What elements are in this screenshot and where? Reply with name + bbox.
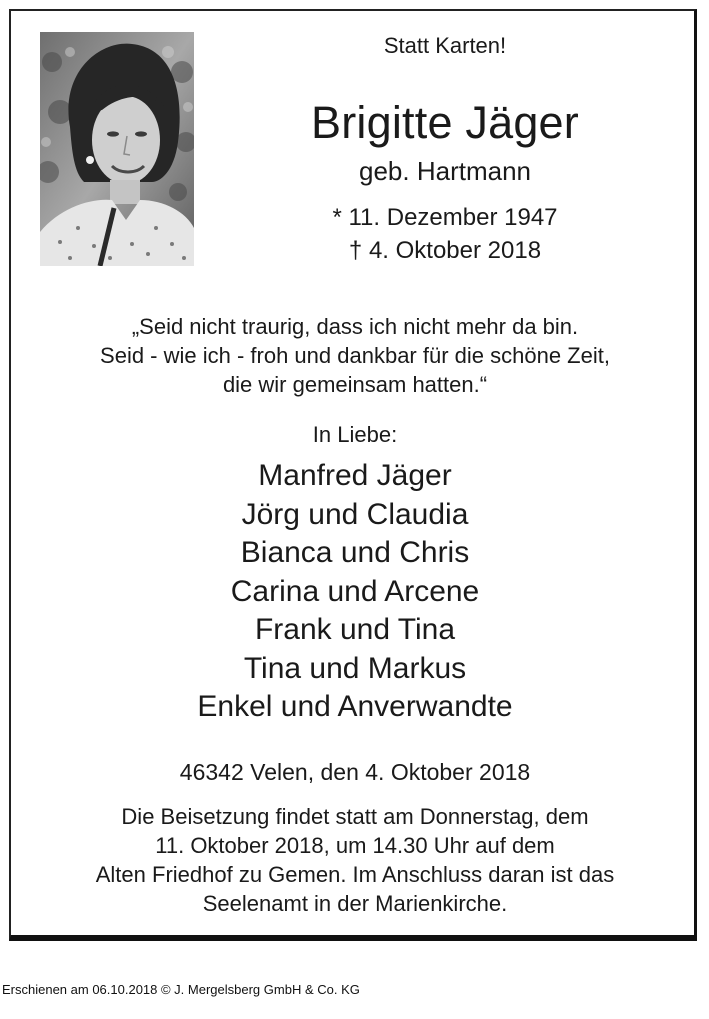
funeral-info [41, 802, 669, 918]
family-member: Enkel und Anverwandte [197, 690, 513, 723]
deceased-name: Brigitte Jäger [311, 97, 579, 148]
publication-footer: Erschienen am 06.10.2018 © J. Mergelsberg GmbH & Co. KG [2, 982, 360, 997]
place-date: 46342 Velen, den 4. Oktober 2018 [179, 759, 531, 785]
funeral-line: 11. Oktober 2018, um 14.30 Uhr auf dem [155, 833, 555, 858]
quote-line: die wir gemeinsam hatten.“ [222, 372, 488, 397]
funeral-line: Seelenamt in der Marienkirche. [202, 891, 508, 916]
maiden-name: geb. Hartmann [359, 156, 531, 186]
birth-date: * 11. Dezember 1947 [332, 204, 558, 231]
family-list [105, 457, 605, 727]
quote [41, 312, 669, 399]
family-member: Manfred Jäger [258, 459, 452, 492]
family-member: Tina und Markus [243, 651, 467, 685]
family-member: Bianca und Chris [240, 536, 470, 569]
funeral-line: Die Beisetzung findet statt am Donnerstag, dem [121, 804, 589, 829]
obituary-notice [9, 9, 697, 941]
death-date: † 4. Oktober 2018 [348, 237, 542, 264]
family-member: Frank und Tina [254, 613, 456, 646]
quote-line: Seid - wie ich - froh und dankbar für die schöne Zeit, [100, 343, 610, 368]
funeral-line: Alten Friedhof zu Gemen. Im Anschluss daran ist das [95, 862, 615, 887]
portrait-photo [40, 32, 194, 266]
in-liebe-label: In Liebe: [312, 422, 398, 447]
family-member: Jörg und Claudia [241, 497, 469, 531]
family-member: Carina und Arcene [230, 574, 480, 608]
quote-line: „Seid nicht traurig, dass ich nicht mehr da bin. [131, 314, 579, 339]
header-statt-karten: Statt Karten! [383, 33, 507, 58]
